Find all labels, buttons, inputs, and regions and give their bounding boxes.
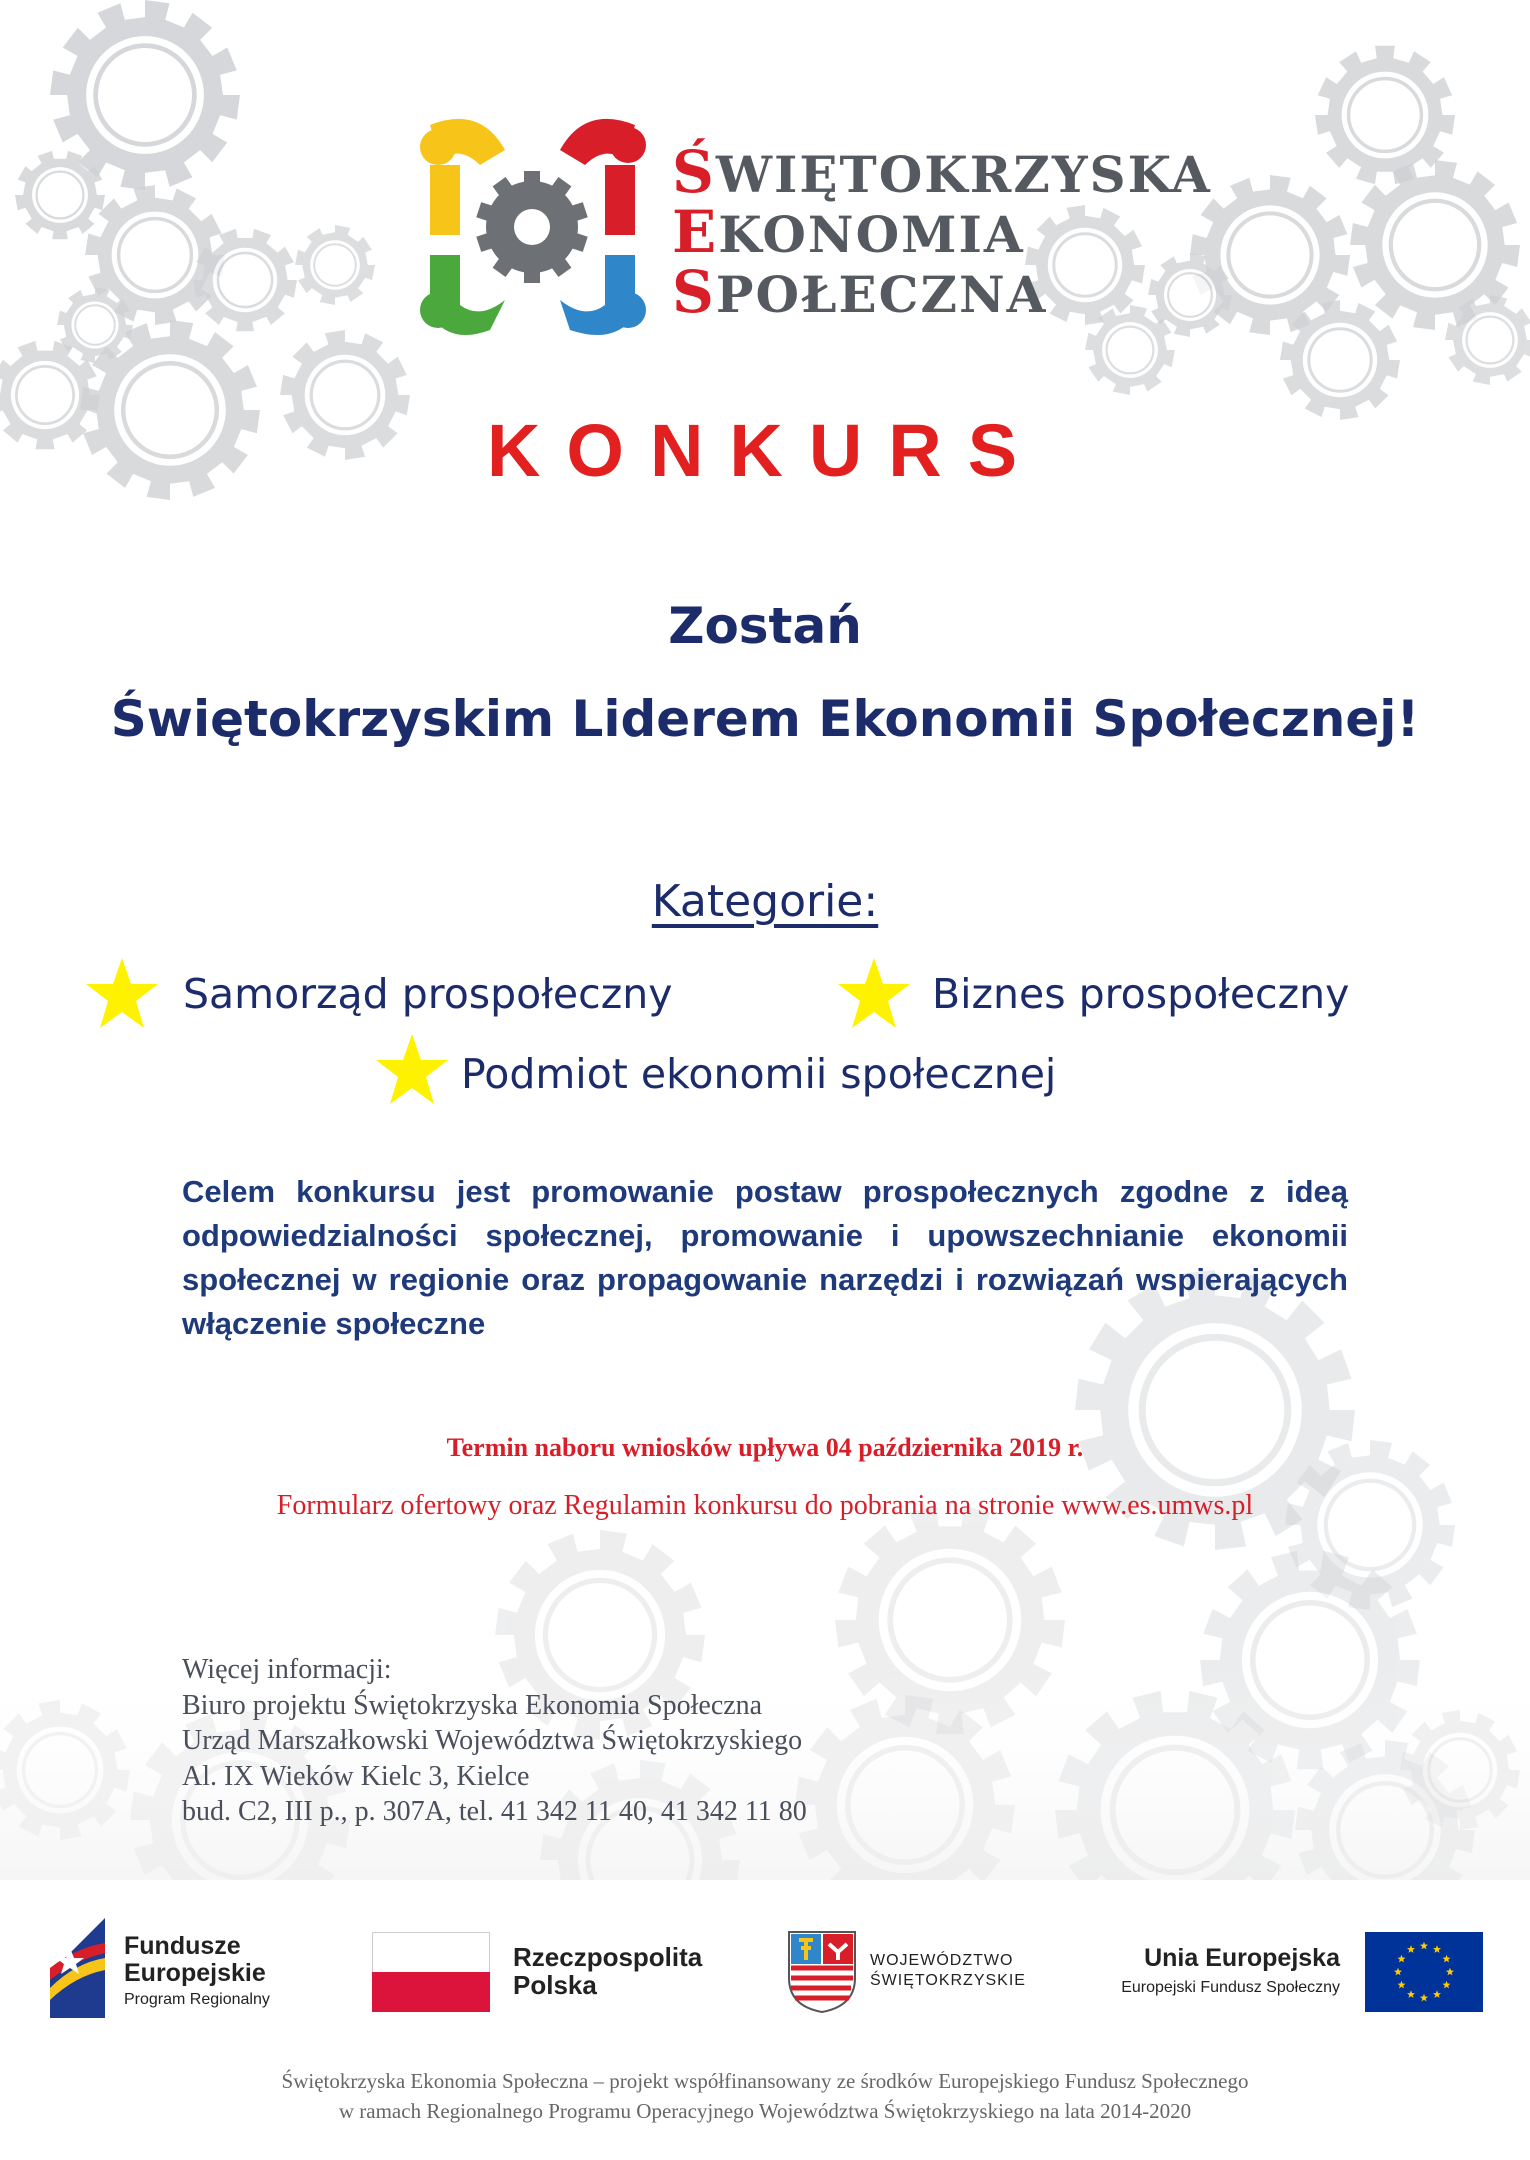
rp-line-1: Rzeczpospolita: [513, 1942, 703, 1972]
brand-name-line-2: EKONOMIA: [672, 198, 1025, 266]
star-icon: [836, 956, 912, 1032]
contact-info: [182, 1652, 807, 1830]
ue-line-2: Europejski Fundusz Społeczny: [1121, 1979, 1340, 1996]
star-icon: [374, 1032, 450, 1108]
woj-line-1: WOJEWÓDZTWO: [870, 1952, 1014, 1969]
contest-title: KONKURS: [486, 409, 1044, 492]
deadline-text: Termin naboru wniosków upływa 04 października 2019 r.: [446, 1433, 1084, 1462]
gear-icon: [476, 171, 587, 283]
contact-line: Więcej informacji:: [182, 1654, 392, 1685]
category-samorzad: Samorząd prospołeczny: [183, 970, 673, 1018]
brand-logo: [410, 105, 655, 345]
brand-name-line-3: SPOŁECZNA: [672, 258, 1048, 326]
categories-label: Kategorie:: [651, 876, 879, 927]
contact-line: bud. C2, III p., p. 307A, tel. 41 342 11 40, 41 342 11 80: [182, 1796, 807, 1827]
footer-line-1: Świętokrzyska Ekonomia Społeczna – projekt współfinansowany ze środków Europejskiego Fundusz Społecznego: [281, 2069, 1249, 2093]
category-biznes: Biznes prospołeczny: [932, 970, 1350, 1018]
brand-name-line-1: ŚWIĘTOKRZYSKA: [672, 138, 1212, 206]
gear-icon: [1315, 46, 1455, 185]
ue-line-1: Unia Europejska: [1144, 1944, 1340, 1972]
fe-line-3: Program Regionalny: [124, 1991, 270, 2008]
voivodeship-coat-of-arms: [787, 1930, 857, 2014]
heading-line-1: Zostań: [668, 597, 862, 655]
footer-note: [0, 2066, 1530, 2126]
contact-line: Al. IX Wieków Kielc 3, Kielce: [182, 1760, 530, 1792]
star-icon: [84, 956, 160, 1032]
footer-line-2: w ramach Regionalnego Programu Operacyjnego Województwa Świętokrzyskiego na lata 2014-2020: [338, 2099, 1192, 2123]
fe-line-2: Europejskie: [124, 1959, 266, 1987]
category-podmiot: Podmiot ekonomii społecznej: [461, 1050, 1057, 1098]
download-text: Formularz ofertowy oraz Regulamin konkursu do pobrania na stronie www.es.umws.pl: [276, 1490, 1254, 1521]
fe-line-1: Fundusze: [124, 1932, 241, 1960]
contact-line: Biuro projektu Świętokrzyska Ekonomia Społeczna: [182, 1689, 763, 1721]
contact-line: Urząd Marszałkowski Województwa Świętokrzyskiego: [182, 1725, 803, 1756]
gear-icon: [295, 225, 375, 305]
heading-line-2: Świętokrzyskim Liderem Ekonomii Społecznej!: [110, 690, 1420, 748]
fundusze-europejskie-logo: [50, 1918, 105, 2018]
eu-flag: [1365, 1932, 1483, 2012]
woj-line-2: ŚWIĘTOKRZYSKIE: [870, 1972, 1026, 1989]
contest-goal: Celem konkursu jest promowanie postaw prospołecznych zgodne z ideą odpowiedzialności społecznej, promowanie i upowszechnianie ekonomii społecznej w regionie oraz propagowanie narzędzi i rozwiązań wspierających włączenie społeczne: [182, 1174, 1348, 1341]
polish-flag: [372, 1932, 490, 2012]
rp-line-2: Polska: [513, 1970, 597, 2000]
